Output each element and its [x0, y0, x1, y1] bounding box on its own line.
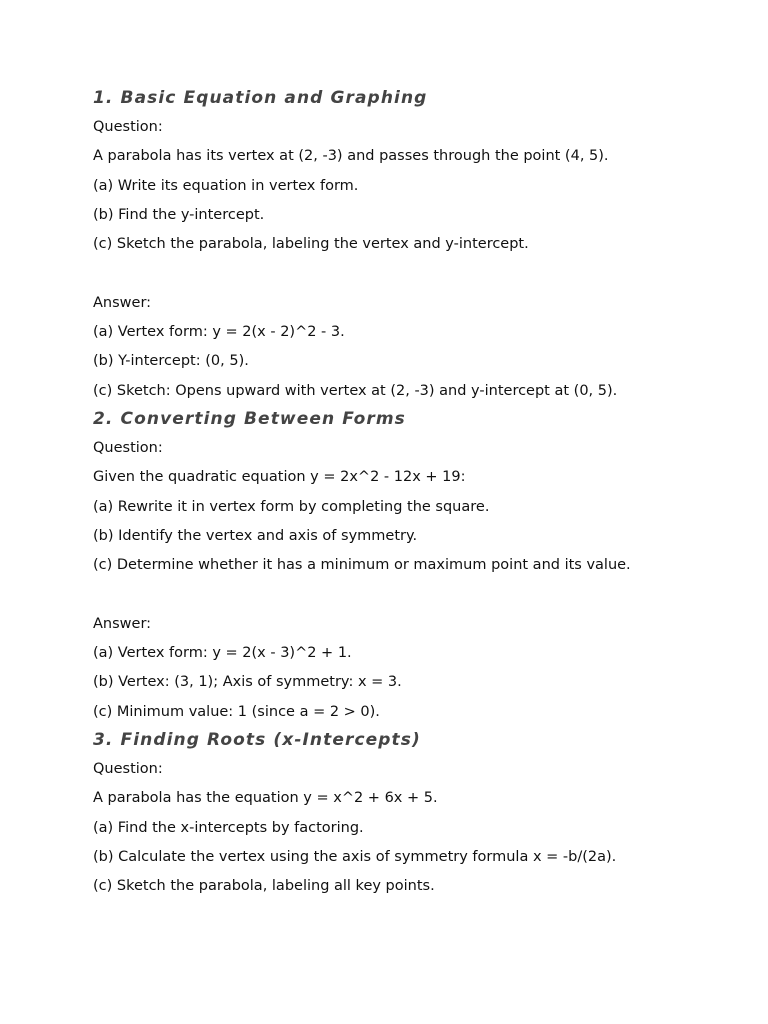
question-line: (b) Find the y-intercept. — [93, 206, 265, 223]
question-line: (b) Identify the vertex and axis of symmetry. — [93, 527, 418, 544]
answer-line: (c) Sketch: Opens upward with vertex at (2, -3) and y-intercept at (0, 5). — [93, 382, 618, 399]
answer-line: (b) Vertex: (3, 1); Axis of symmetry: x = 3. — [93, 674, 402, 691]
question-label: Question: — [93, 760, 163, 777]
answer-label: Answer: — [93, 615, 152, 632]
question-label: Question: — [93, 119, 163, 135]
section-1 — [93, 85, 733, 406]
spacer — [93, 259, 733, 288]
section-title: 2. Converting Between Forms — [93, 408, 406, 429]
question-line: A parabola has the equation y = x^2 + 6x + 5. — [93, 790, 438, 807]
question-line: A parabola has its vertex at (2, -3) and passes through the point (4, 5). — [93, 148, 609, 165]
answer-line: (c) Minimum value: 1 (since a = 2 > 0). — [93, 703, 380, 720]
document-page — [93, 85, 733, 901]
question-line: (c) Sketch the parabola, labeling the vertex and y-intercept. — [93, 236, 529, 253]
section-title: 3. Finding Roots (x-Intercepts) — [93, 729, 421, 750]
question-line: (b) Calculate the vertex using the axis of symmetry formula x = -b/(2a). — [93, 848, 617, 865]
answer-line: (a) Vertex form: y = 2(x - 2)^2 - 3. — [93, 324, 345, 341]
section-3 — [93, 727, 733, 901]
question-line: (a) Rewrite it in vertex form by completing the square. — [93, 498, 490, 515]
section-title: 1. Basic Equation and Graphing — [93, 88, 428, 108]
answer-line: (b) Y-intercept: (0, 5). — [93, 353, 249, 370]
answer-line: (a) Vertex form: y = 2(x - 3)^2 + 1. — [93, 645, 352, 662]
question-line: (c) Sketch the parabola, labeling all key points. — [93, 878, 435, 895]
answer-label: Answer: — [93, 294, 152, 311]
section-2 — [93, 406, 733, 727]
spacer — [93, 580, 733, 609]
question-line: (a) Find the x-intercepts by factoring. — [93, 819, 364, 836]
question-label: Question: — [93, 439, 163, 456]
question-line: Given the quadratic equation y = 2x^2 - 12x + 19: — [93, 469, 466, 486]
question-line: (c) Determine whether it has a minimum or maximum point and its value. — [93, 557, 631, 574]
question-line: (a) Write its equation in vertex form. — [93, 177, 359, 194]
